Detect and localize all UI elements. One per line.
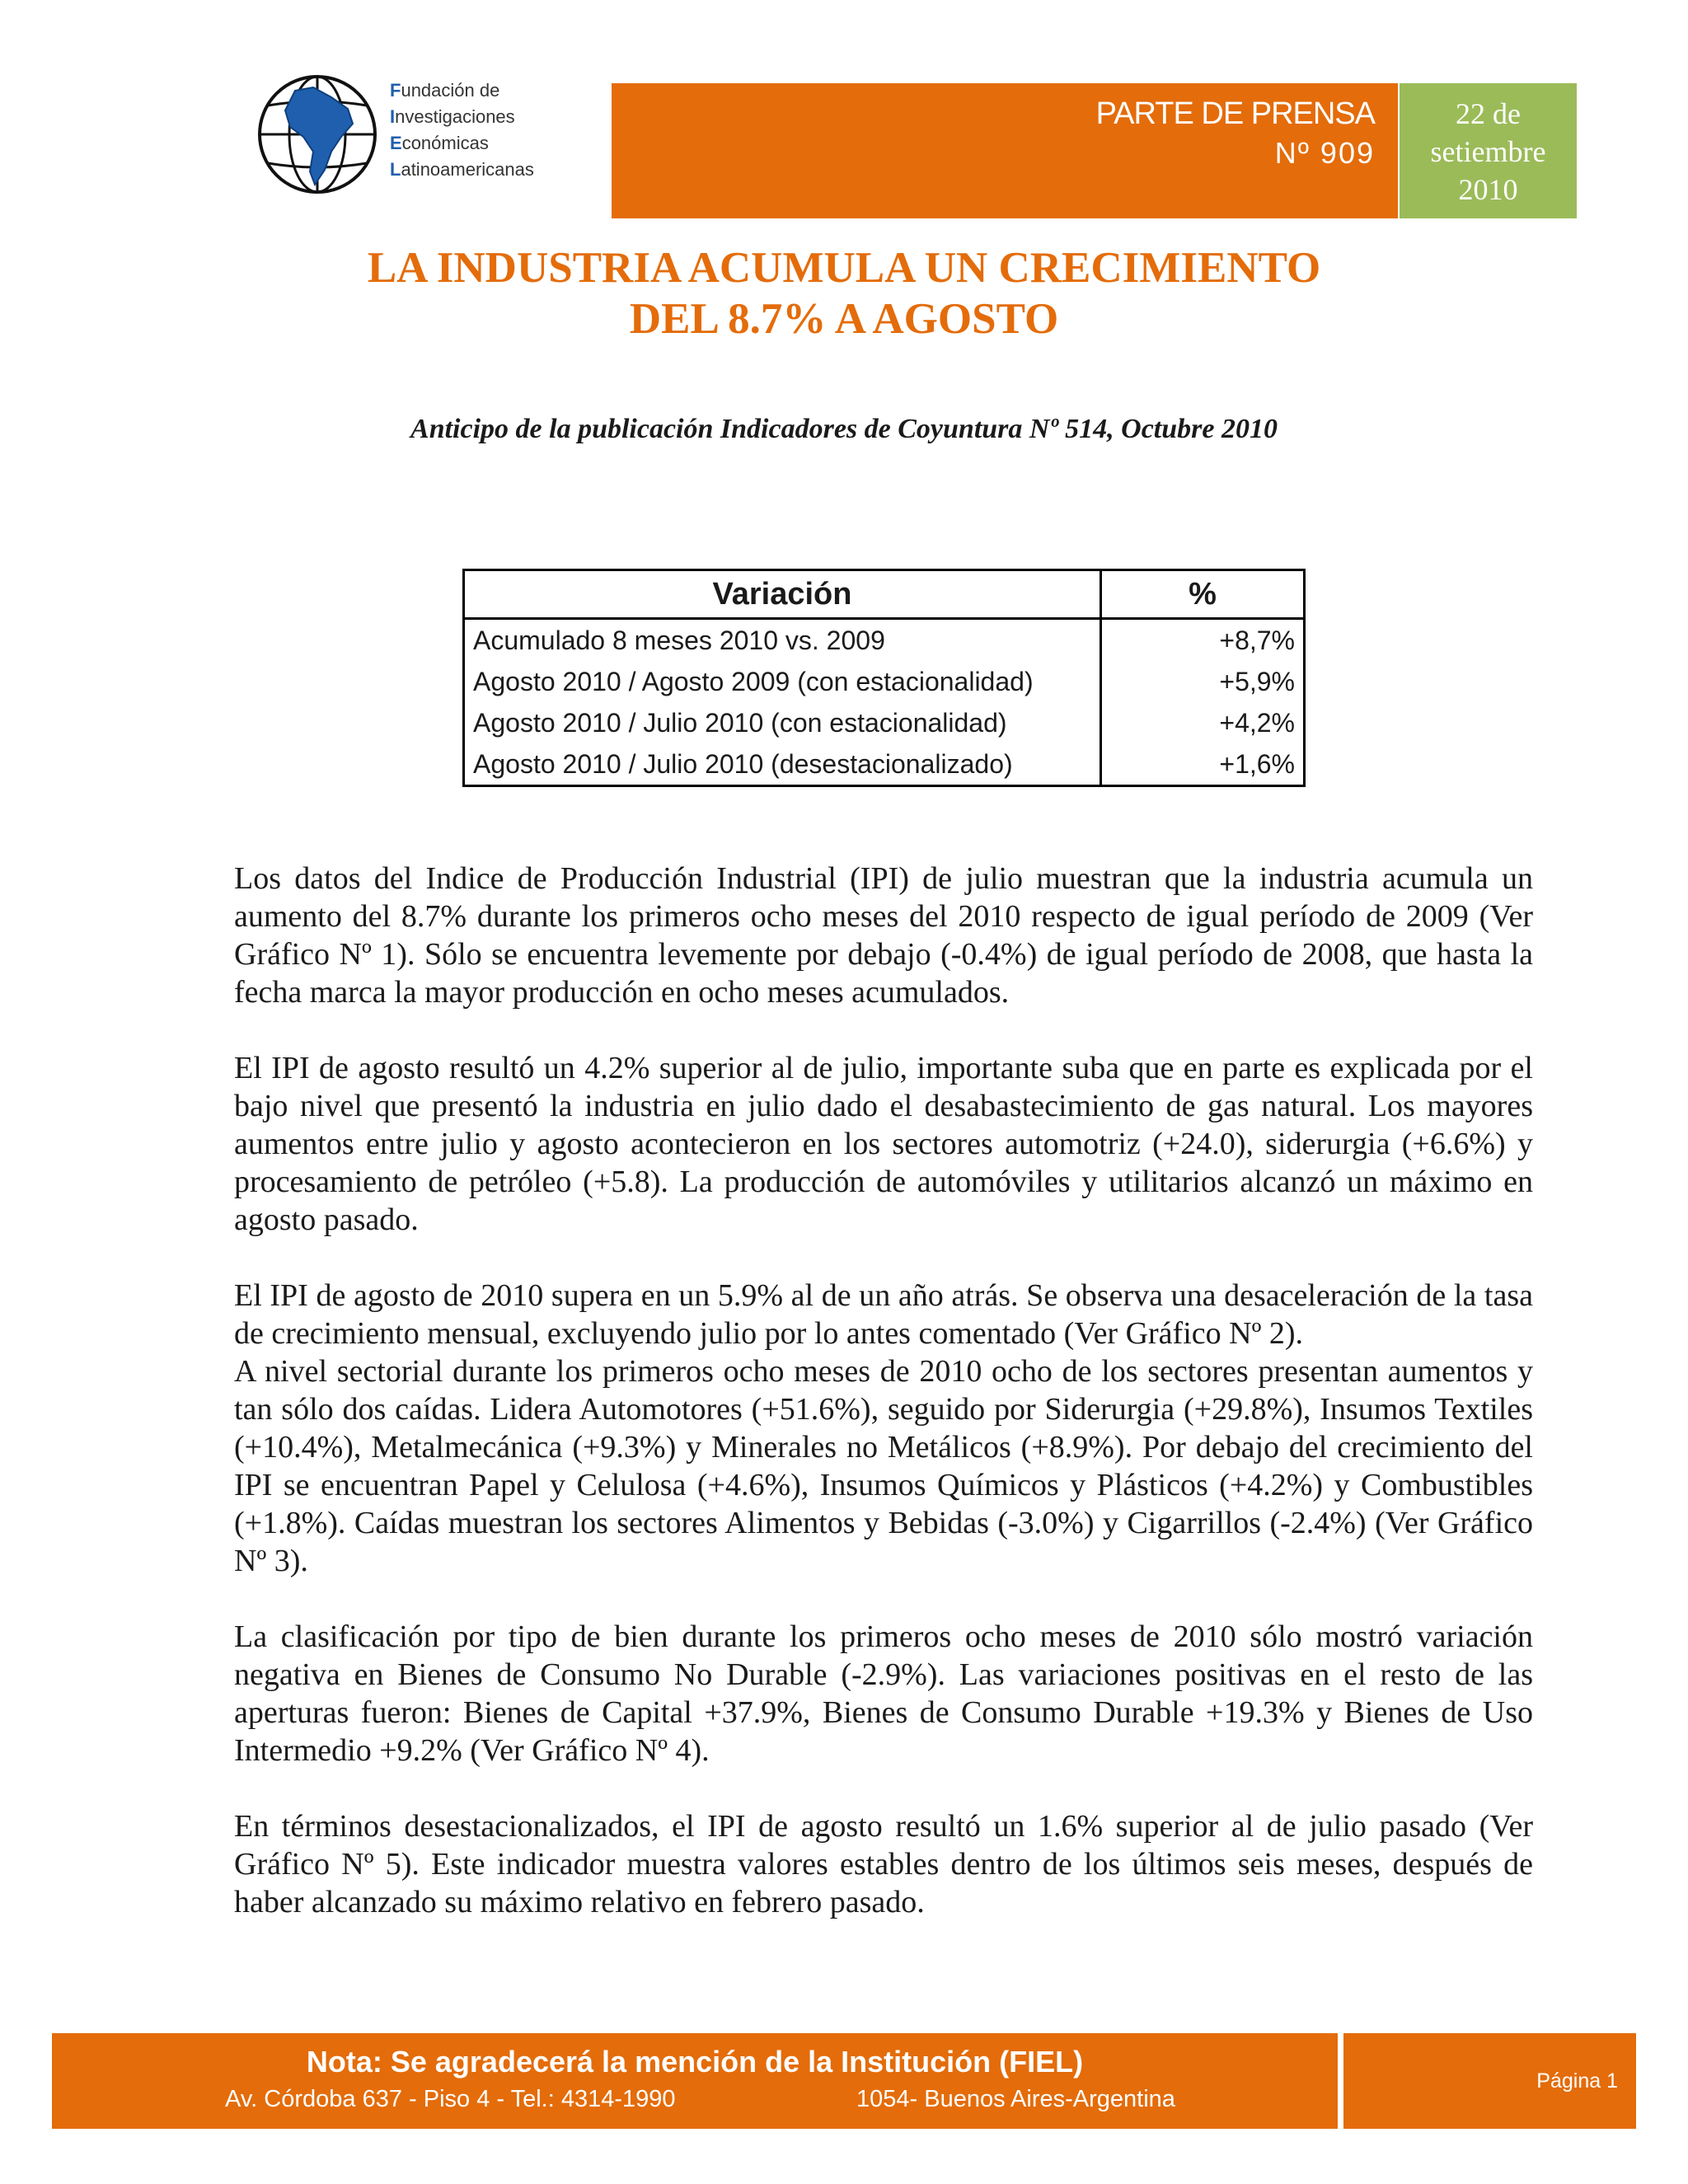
- logo-text: conómicas: [401, 133, 489, 153]
- logo-initial: E: [390, 133, 402, 153]
- title-line-2: DEL 8.7% A AGOSTO: [629, 295, 1059, 343]
- page-number: Página 1: [1536, 2069, 1618, 2093]
- footer-note-box: [52, 2033, 1338, 2129]
- footer-address: Av. Córdoba 637 - Piso 4 - Tel.: 4314-1990: [225, 2086, 676, 2112]
- footer-note: Nota: Se agradecerá la mención de la Institución (FIEL): [306, 2045, 1084, 2079]
- table-header-row: [464, 570, 1305, 619]
- globe-icon: [256, 73, 379, 196]
- article-body: [234, 860, 1533, 1959]
- paragraph: El IPI de agosto resultó un 4.2% superior al de julio, importante suba que en parte es explicada por el bajo nivel que presentó la industria en julio dado el desabastecimiento de gas natural. Los mayores aumentos entre julio y agosto acontecieron en los sectores automotriz (+24.0), siderurgia (+6.6%) y procesamiento de petróleo (+5.8). La producción de automóviles y utilitarios alcanzó un máximo en agosto pasado.: [234, 1051, 1533, 1237]
- date-year: 2010: [1458, 173, 1518, 206]
- date-box: [1400, 83, 1577, 218]
- variation-table: [462, 569, 1306, 787]
- table-row: [464, 619, 1305, 662]
- logo-text: atinoamericanas: [401, 159, 534, 180]
- footer-city: 1054- Buenos Aires-Argentina: [856, 2086, 1175, 2112]
- row-label: Acumulado 8 meses 2010 vs. 2009: [464, 619, 1101, 662]
- press-release-banner: [612, 83, 1398, 218]
- logo-initial: I: [390, 106, 396, 127]
- date-day: 22 de: [1456, 97, 1521, 130]
- paragraph: El IPI de agosto de 2010 supera en un 5.9% al de un año atrás. Se observa una desaceleración de la tasa de crecimiento mensual, excluyendo julio por lo antes comentado (Ver Gráfico Nº 2).: [234, 1278, 1533, 1351]
- row-value: +5,9%: [1219, 666, 1295, 696]
- column-header-percent: %: [1101, 570, 1305, 619]
- footer-page-box: [1343, 2033, 1636, 2129]
- subtitle: Anticipo de la publicación Indicadores de Coyuntura Nº 514, Octubre 2010: [410, 414, 1278, 444]
- row-value: +1,6%: [1219, 748, 1295, 779]
- logo-initial: L: [390, 159, 401, 180]
- fiel-logo: [256, 73, 569, 196]
- paragraph: En términos desestacionalizados, el IPI de agosto resultó un 1.6% superior al de julio pasado (Ver Gráfico Nº 5). Este indicador muestra valores estables dentro de los últimos seis meses, después de haber alcanzado su máximo relativo en febrero pasado.: [234, 1809, 1533, 1919]
- title-line-1: LA INDUSTRIA ACUMULA UN CRECIMIENTO: [367, 244, 1321, 292]
- row-label: Agosto 2010 / Julio 2010 (desestacionalizado): [464, 743, 1101, 786]
- logo-text: undación de: [401, 80, 500, 101]
- date-month: setiembre: [1430, 135, 1546, 168]
- column-header-variation: Variación: [464, 570, 1101, 619]
- page-title: [165, 242, 1523, 344]
- row-value: +8,7%: [1219, 625, 1295, 655]
- paragraph: La clasificación por tipo de bien durante los primeros ocho meses de 2010 sólo mostró variación negativa en Bienes de Consumo No Durable (-2.9%). Las variaciones positivas en el resto de las aperturas fueron: Bienes de Capital +37.9%, Bienes de Consumo Durable +19.3% y Bienes de Uso Intermedio +9.2% (Ver Gráfico Nº 4).: [234, 1619, 1533, 1768]
- row-label: Agosto 2010 / Agosto 2009 (con estacionalidad): [464, 661, 1101, 702]
- paragraph: Los datos del Indice de Producción Industrial (IPI) de julio muestran que la industria acumula un aumento del 8.7% durante los primeros ocho meses del 2010 respecto de igual período de 2009 (Ver Gráfico Nº 1). Sólo se encuentra levemente por debajo (-0.4%) de igual período de 2008, que hasta la fecha marca la mayor producción en ocho meses acumulados.: [234, 861, 1533, 1010]
- table-row: [464, 702, 1305, 743]
- press-release-number: Nº 909: [1274, 136, 1375, 170]
- paragraph: A nivel sectorial durante los primeros ocho meses de 2010 ocho de los sectores presentan aumentos y tan sólo dos caídas. Lidera Automotores (+51.6%), seguido por Siderurgia (+29.8%), Insumos Textiles (+10.4%), Metalmecánica (+9.3%) y Minerales no Metálicos (+8.9%). Por debajo del crecimiento del IPI se encuentran Papel y Celulosa (+4.6%), Insumos Químicos y Plásticos (+4.2%) y Combustibles (+1.8%). Caídas muestran los sectores Alimentos y Bebidas (-3.0%) y Cigarrillos (-2.4%) (Ver Gráfico Nº 3).: [234, 1354, 1533, 1578]
- logo-text: nvestigaciones: [395, 106, 515, 127]
- press-release-label: PARTE DE PRENSA: [1095, 96, 1375, 131]
- row-value: +4,2%: [1219, 707, 1295, 738]
- table-row: [464, 661, 1305, 702]
- logo-initial: F: [390, 80, 401, 101]
- row-label: Agosto 2010 / Julio 2010 (con estacionalidad): [464, 702, 1101, 743]
- table-row: [464, 743, 1305, 786]
